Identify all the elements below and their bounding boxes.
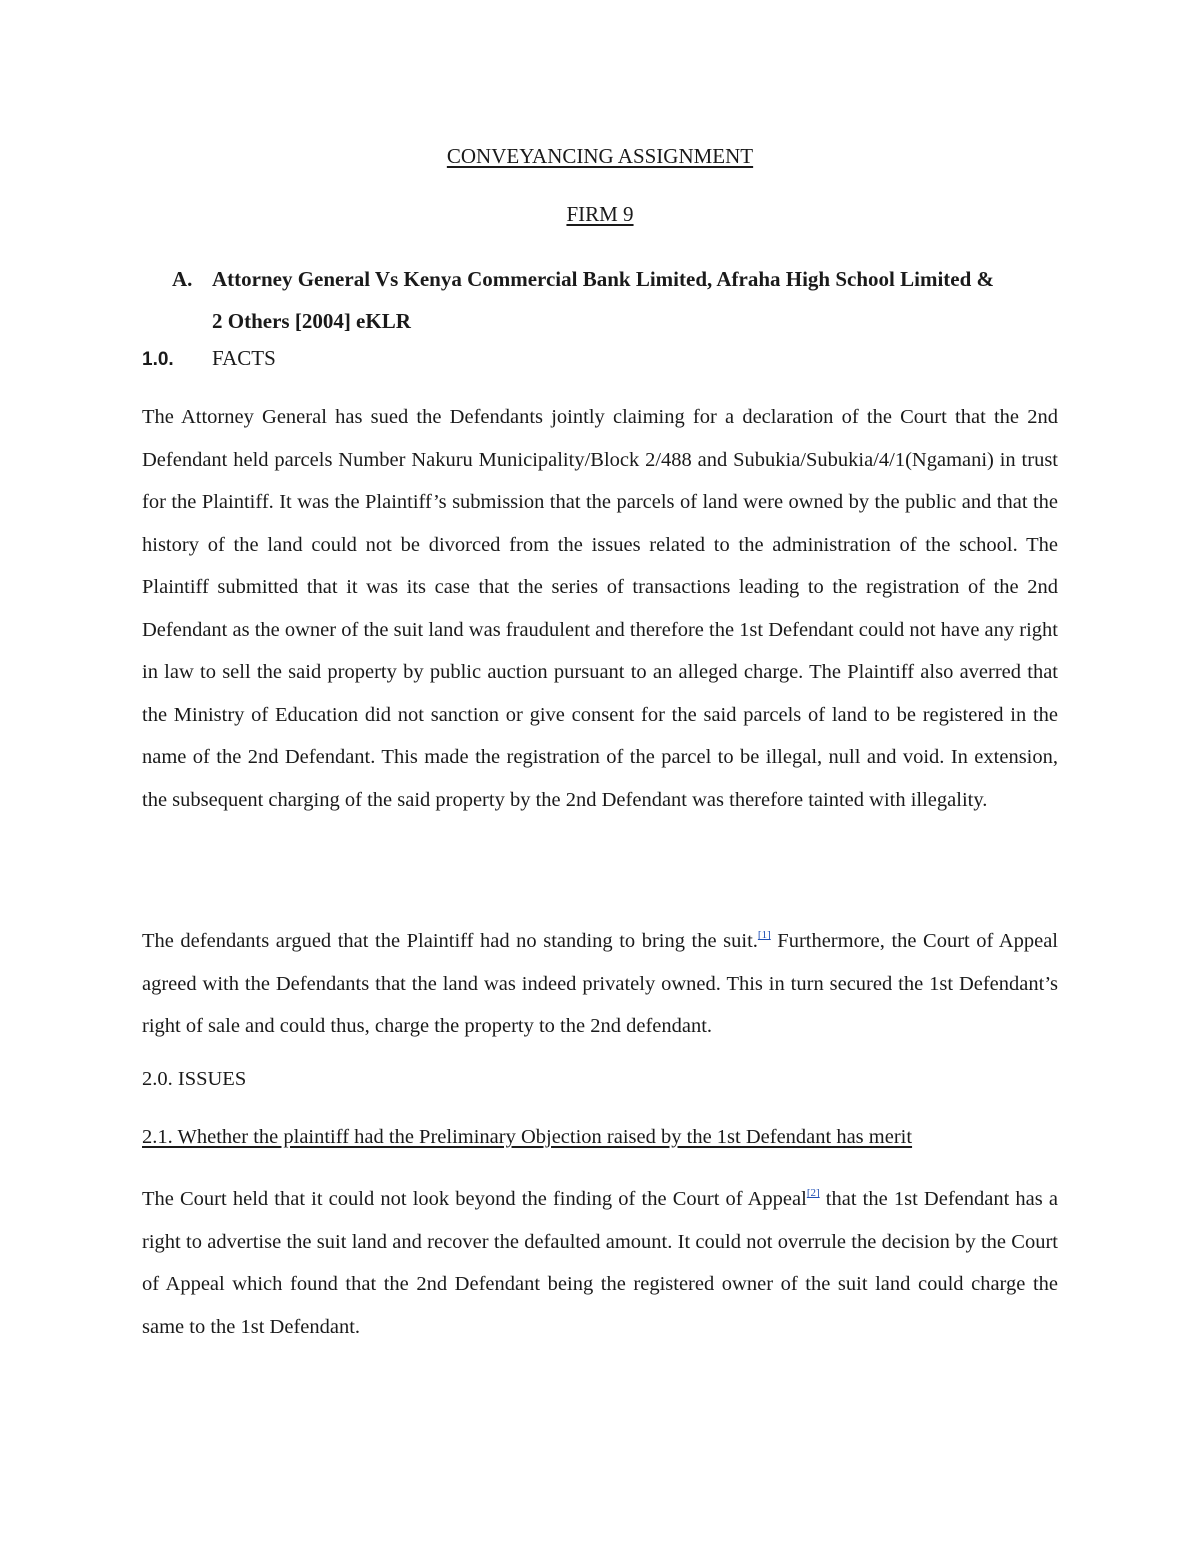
case-list-marker: A. (172, 267, 193, 291)
issue-heading-2-1: 2.1. Whether the plaintiff had the Preliminary Objection raised by the 1st Defendant has merit (142, 1126, 913, 1148)
issues-heading: 2.0. ISSUES (142, 1068, 247, 1090)
case-heading (172, 258, 1072, 342)
facts-section-number: 1.0. (142, 349, 174, 370)
firm-heading: FIRM 9 (566, 202, 634, 226)
case-title-line-1: Attorney General Vs Kenya Commercial Bank Limited, Afraha High School Limited & (212, 267, 995, 291)
paragraph-text-after-footnote: that the 1st Defendant has a right to advertise the suit land and recover the defaulted amount. It could not overrule the decision by the Court of Appeal which found that the 2nd Defendant being the registered owner of the suit land could charge the same to the 1st Defendant. (142, 1188, 1058, 1338)
paragraph-text-before-footnote: The Court held that it could not look beyond the finding of the Court of Appeal (142, 1188, 807, 1210)
facts-heading (142, 343, 276, 375)
facts-section-label: FACTS (212, 346, 276, 370)
footnote-link-1[interactable]: [1] (757, 929, 771, 941)
footnote-link-2[interactable]: [2] (806, 1187, 820, 1199)
document-title: CONVEYANCING ASSIGNMENT (446, 144, 754, 168)
facts-paragraph: The Attorney General has sued the Defendants jointly claiming for a declaration of the Court that the 2nd Defendant held parcels Number Nakuru Municipality/Block 2/488 and Subukia/Subukia/4/1(Ngamani) in trust for the Plaintiff. It was the Plaintiff’s submission that the parcels of land were owned by the public and that the history of the land could not be divorced from the issues related to the administration of the school. The Plaintiff submitted that it was its case that the series of transactions leading to the registration of the 2nd Defendant as the owner of the suit land was fraudulent and therefore the 1st Defendant could not have any right in law to sell the said property by public auction pursuant to an alleged charge. The Plaintiff also averred that the Ministry of Education did not sanction or give consent for the said parcels of land to be registered in the name of the 2nd Defendant. This made the registration of the parcel to be illegal, null and void. In extension, the subsequent charging of the said property by the 2nd Defendant was therefore tainted with illegality. (142, 406, 1058, 811)
paragraph-text-before-footnote: The defendants argued that the Plaintiff had no standing to bring the suit. (142, 930, 758, 952)
defendants-argument-paragraph (142, 920, 1058, 1048)
court-holding-paragraph (142, 1178, 1058, 1348)
paragraph-text-after-footnote: Furthermore, the Court of Appeal agreed with the Defendants that the land was indeed privately owned. This in turn secured the 1st Defendant’s right of sale and could thus, charge the property to the 2nd defendant. (142, 930, 1058, 1037)
case-title-line-2: 2 Others [2004] eKLR (212, 309, 411, 333)
